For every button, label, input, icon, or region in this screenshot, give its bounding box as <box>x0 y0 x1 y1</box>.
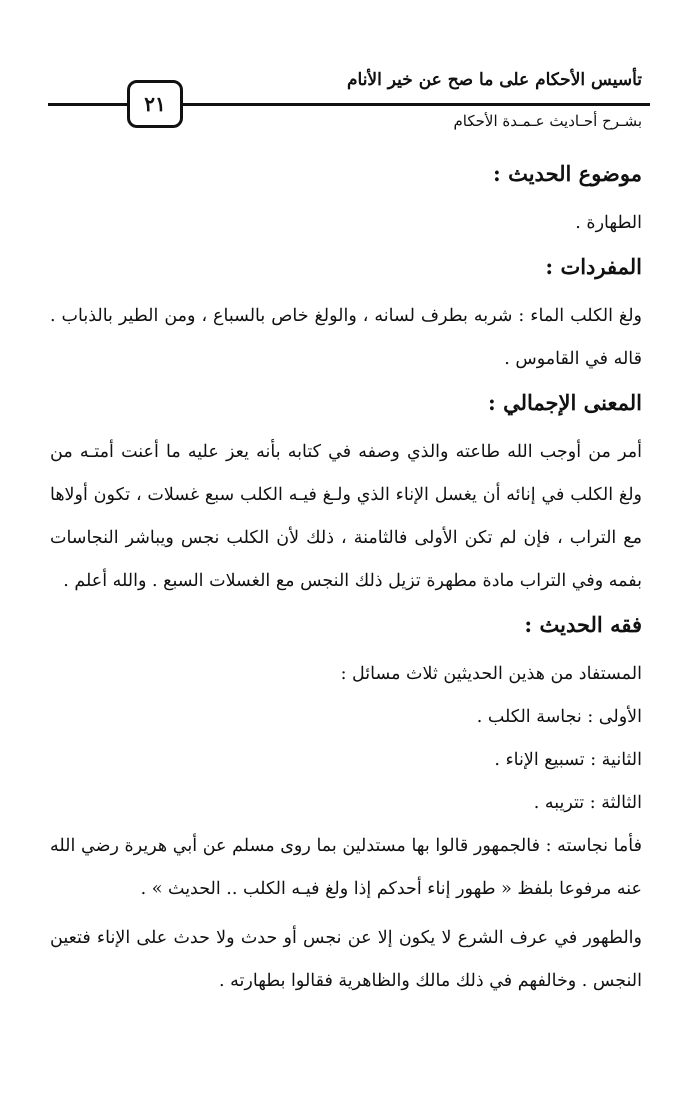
fiqh-heading: فقه الحديث : <box>524 612 642 637</box>
topic-text: الطهارة . <box>575 213 642 233</box>
page-body <box>50 152 642 1003</box>
page-number: ٢١ <box>127 80 183 128</box>
vocab-heading: المفردات : <box>545 254 642 279</box>
tahur-text: والطهور في عرف الشرع لا يكون إلا عن نجس أو حدث ولا حدث على الإناء فتعين النجس . وخالفهم في ذلك مالك والظاهرية فقالوا بطهارته . <box>50 928 642 991</box>
issue-item: الأولى : نجاسة الكلب . <box>476 707 642 727</box>
topic-heading: موضوع الحديث : <box>493 161 642 186</box>
issue-item: الثانية : تسبيع الإناء . <box>494 750 642 770</box>
fiqh-intro: المستفاد من هذين الحديثين ثلاث مسائل : <box>340 664 642 684</box>
meaning-heading: المعنى الإجمالي : <box>488 390 642 415</box>
meaning-text: أمر من أوجب الله طاعته والذي وصفه في كتابه بأنه يعز عليه ما أعنت أمتـه من ولغ الكلب في إنائه أن يغسل الإناء الذي ولـغ فيـه الكلب سبع غسلات ، تكون أولاها مع التراب ، فإن لم تكن الأولى فالثامنة ، ذلك لأن الكلب نجس ويباشر النجاسات بفمه وفي التراب مادة مطهرة تزيل ذلك النجس مع الغسلات السبع . والله أعلم . <box>50 442 642 591</box>
issue-item: الثالثة : تتريبه . <box>533 793 642 813</box>
impurity-text: فأما نجاسته : فالجمهور قالوا بها مستدلين بما روى مسلم عن أبي هريرة رضي الله عنه مرفوعا بلفظ « طهور إناء أحدكم إذا ولغ فيـه الكلب .. الحديث » . <box>50 836 642 899</box>
book-title: تأسيس الأحكام على ما صح عن خير الأنام <box>346 70 642 90</box>
book-subtitle: بشـرح أحـاديث عـمـدة الأحكام <box>453 112 642 130</box>
vocab-text: ولغ الكلب الماء : شربه بطرف لسانه ، والولغ خاص بالسباع ، ومن الطير بالذباب . قاله في القاموس . <box>50 306 642 369</box>
